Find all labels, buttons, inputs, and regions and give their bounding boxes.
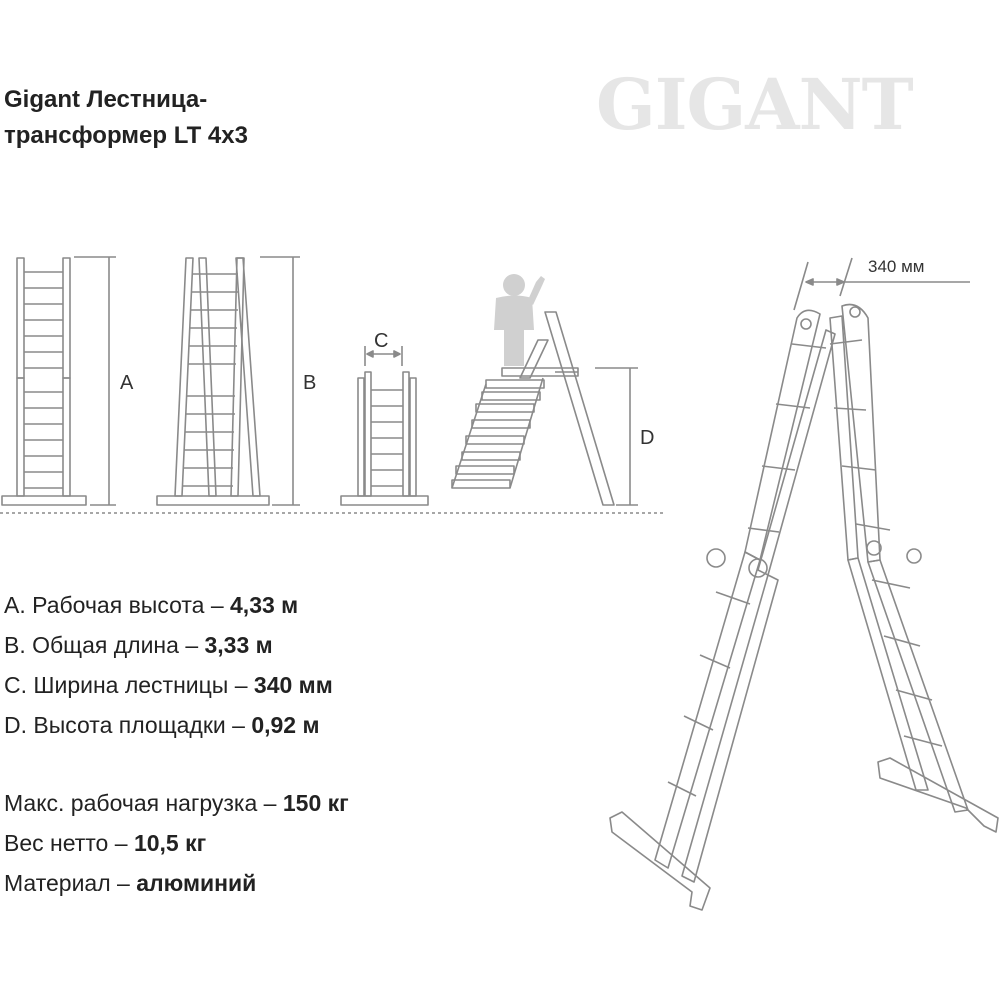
spec-row-total-length — [4, 625, 349, 665]
spec-value: 340 мм — [253, 672, 333, 698]
brand-watermark-logo: GIGANT — [596, 63, 913, 146]
spec-label: Материал – — [4, 870, 137, 896]
spec-value: 4,33 м — [230, 592, 299, 618]
spec-label: Вес нетто – — [4, 830, 134, 856]
spec-list — [4, 585, 349, 903]
spec-row-material — [4, 863, 349, 903]
spec-row-max-load — [4, 783, 349, 823]
ladder-config-platform — [452, 312, 638, 505]
spec-row-platform-height — [4, 705, 349, 745]
spec-label: B. Общая длина – — [4, 632, 205, 658]
spec-row-working-height — [4, 585, 349, 625]
dimension-label-c: C — [374, 330, 389, 352]
ladder-config-aframe — [157, 257, 300, 505]
dimension-label-b: B — [303, 372, 317, 394]
spec-value: 0,92 м — [251, 712, 320, 738]
spec-spacer — [4, 745, 349, 783]
spec-label: Макс. рабочая нагрузка – — [4, 790, 283, 816]
spec-row-ladder-width — [4, 665, 349, 705]
spec-label: C. Ширина лестницы – — [4, 672, 254, 698]
spec-label: A. Рабочая высота – — [4, 592, 231, 618]
spec-label: D. Высота площадки – — [4, 712, 252, 738]
ladder-perspective-drawing — [610, 258, 998, 910]
ladder-config-folded — [341, 346, 428, 505]
product-title-line-2: трансформер LT 4x3 — [4, 122, 248, 149]
product-title-line-1: Gigant Лестница- — [4, 86, 208, 113]
person-figure-icon — [494, 274, 545, 366]
spec-value: алюминий — [136, 870, 257, 896]
ladder-config-straight — [2, 257, 116, 505]
spec-value: 3,33 м — [204, 632, 273, 658]
spec-value: 10,5 кг — [133, 830, 207, 856]
width-callout-label: 340 мм — [868, 257, 925, 276]
spec-value: 150 кг — [282, 790, 349, 816]
dimension-label-a: A — [120, 372, 134, 394]
spec-row-net-weight — [4, 823, 349, 863]
dimension-label-d: D — [640, 427, 655, 449]
